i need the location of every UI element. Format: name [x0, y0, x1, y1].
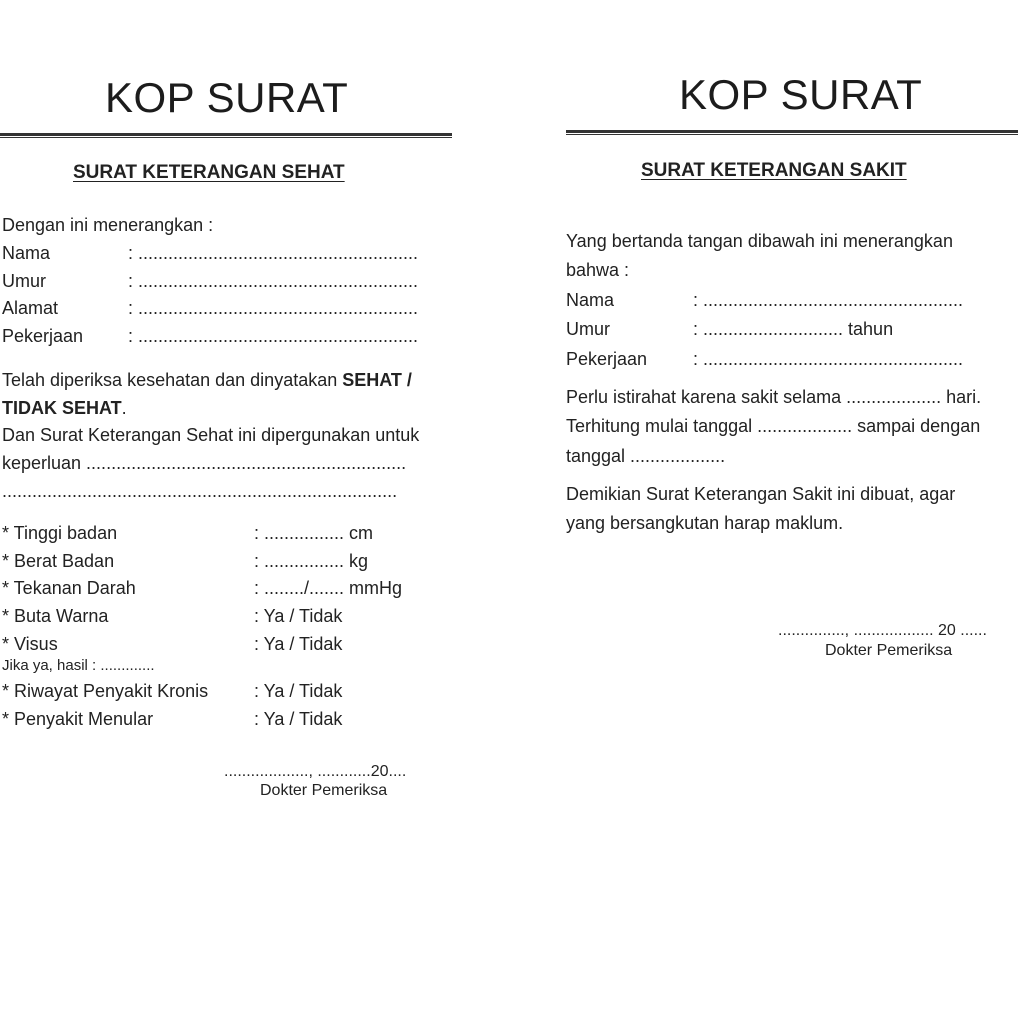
left-visus-note: Jika ya, hasil : ............. [2, 657, 155, 674]
left-check-value-visus: : Ya / Tidak [254, 634, 343, 654]
right-title: SURAT KETERANGAN SAKIT [641, 160, 907, 181]
right-field-label-umur: Umur [566, 319, 610, 339]
left-field-value-nama: : ........................................................ [128, 243, 419, 263]
left-signer: Dokter Pemeriksa [260, 782, 388, 799]
right-rest-2: Terhitung mulai tanggal ................... sampai dengan [566, 416, 981, 436]
left-kop-surat: KOP SURAT [105, 74, 349, 121]
right-kop-surat: KOP SURAT [679, 71, 923, 118]
left-exam-text: Telah diperiksa kesehatan dan dinyatakan [2, 370, 343, 390]
left-field-label-umur: Umur [2, 271, 46, 291]
left-check-value-buta-warna: : Ya / Tidak [254, 606, 343, 626]
right-field-value-nama: : .................................................... [693, 290, 964, 310]
left-title: SURAT KETERANGAN SEHAT [73, 162, 345, 183]
right-field-value-pekerjaan: : .................................................... [693, 349, 964, 369]
right-field-label-pekerjaan: Pekerjaan [566, 349, 648, 369]
right-rest-1: Perlu istirahat karena sakit selama ................... hari. [566, 387, 982, 407]
right-closing-2: yang bersangkutan harap maklum. [566, 513, 844, 533]
left-check-label-menular: * Penyakit Menular [2, 709, 154, 729]
right-field-value-umur: : ............................ tahun [693, 319, 894, 339]
right-field-label-nama: Nama [566, 290, 615, 310]
left-date-line: ..................., ............20.... [224, 763, 407, 780]
left-exam-bold-sehat: SEHAT / [342, 370, 412, 390]
left-exam-line-2 [2, 398, 127, 419]
right-closing-1: Demikian Surat Keterangan Sakit ini dibuat, agar [566, 484, 956, 504]
right-date-line: ..............., .................. 20 ...... [778, 622, 987, 639]
left-check-label-berat: * Berat Badan [2, 551, 115, 571]
left-check-value-tinggi: : ................ cm [254, 523, 374, 543]
right-intro-2: bahwa : [566, 260, 630, 280]
left-check-value-kronis: : Ya / Tidak [254, 681, 343, 701]
left-check-value-berat: : ................ kg [254, 551, 369, 571]
left-check-label-kronis: * Riwayat Penyakit Kronis [2, 681, 209, 701]
left-field-value-umur: : ........................................................ [128, 271, 419, 291]
left-exam-bold-tidak-sehat: TIDAK SEHAT [2, 398, 122, 418]
left-field-label-pekerjaan: Pekerjaan [2, 326, 84, 346]
left-purpose-line: Dan Surat Keterangan Sehat ini dipergunakan untuk [2, 425, 420, 445]
left-field-label-nama: Nama [2, 243, 51, 263]
right-signer: Dokter Pemeriksa [825, 642, 953, 659]
left-field-value-pekerjaan: : ........................................................ [128, 326, 419, 346]
right-intro-1: Yang bertanda tangan dibawah ini menerangkan [566, 231, 953, 251]
left-intro: Dengan ini menerangkan : [2, 215, 214, 235]
left-exam-line [2, 370, 412, 391]
left-check-label-tinggi: * Tinggi badan [2, 523, 118, 543]
left-field-value-alamat: : ........................................................ [128, 298, 419, 318]
left-exam-end: . [121, 398, 127, 418]
left-check-value-menular: : Ya / Tidak [254, 709, 343, 729]
right-header-rule [566, 130, 1018, 135]
left-header-rule [0, 133, 452, 138]
left-check-label-tekanan: * Tekanan Darah [2, 578, 136, 598]
left-check-label-visus: * Visus [2, 634, 58, 654]
right-rest-3: tanggal ................... [566, 446, 726, 466]
left-dotted-line: ............................................................................... [2, 481, 398, 501]
left-purpose-value: keperluan ................................................................ [2, 453, 407, 473]
left-check-label-buta-warna: * Buta Warna [2, 606, 109, 626]
left-field-label-alamat: Alamat [2, 298, 59, 318]
left-check-value-tekanan: : ......../....... mmHg [254, 578, 403, 598]
